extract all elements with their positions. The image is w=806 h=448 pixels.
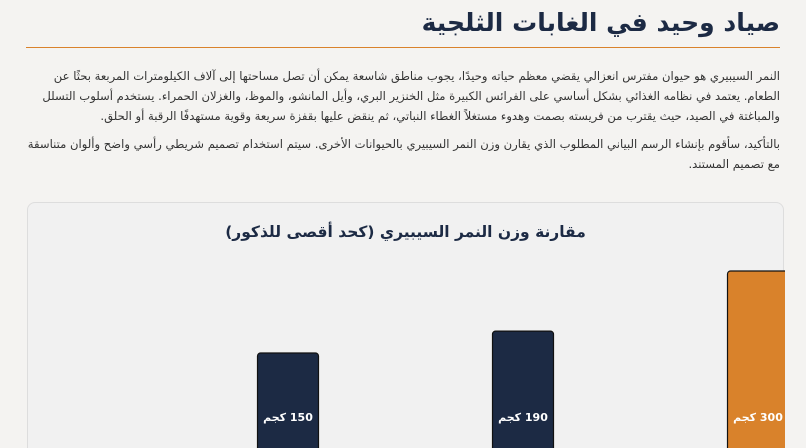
chart-bar xyxy=(493,331,554,448)
chart-title: مقارنة وزن النمر السيبيري (كحد أقصى للذكور) xyxy=(225,223,586,241)
title-divider xyxy=(26,47,780,48)
chart-bar xyxy=(258,353,319,448)
bar-value-label: 190 كجم xyxy=(498,411,548,424)
bar-value-label: 150 كجم xyxy=(263,411,313,424)
intro-paragraph: النمر السيبيري هو حيوان مفترس انعزالي يقضي معظم حياته وحيدًا، يجوب مناطق شاسعة يمكن أن تصل مساحتها إلى آلاف الكيلومترات المربعة بحثًا عن الطعام. يعتمد في نظامه الغذائي بشكل أساسي على الفرائس الكبيرة مثل الخنزير البري، وأيل المانشو، والموظ، والغزلان الحمراء. يستخدم أسلوب التسلل والمباغتة في الصيد، حيث يقترب من فريسته بصمت وهدوء مستغلاً الغطاء النباتي، ثم ينقض عليها بقفزة سريعة وقوية مستهدفًا الرقبة أو الحلق. xyxy=(42,69,780,123)
bar-value-label: 300 كجم xyxy=(733,411,783,424)
bar-chart xyxy=(28,203,785,448)
chart-card xyxy=(27,202,784,448)
page-title: صياد وحيد في الغابات الثلجية xyxy=(421,8,780,37)
chart-intro-paragraph: بالتأكيد، سأقوم بإنشاء الرسم البياني المطلوب الذي يقارن وزن النمر السيبيري بالحيوانات الأخرى. سيتم استخدام تصميم شريطي رأسي واضح وألوان متناسقة مع تصميم المستند. xyxy=(27,137,780,171)
